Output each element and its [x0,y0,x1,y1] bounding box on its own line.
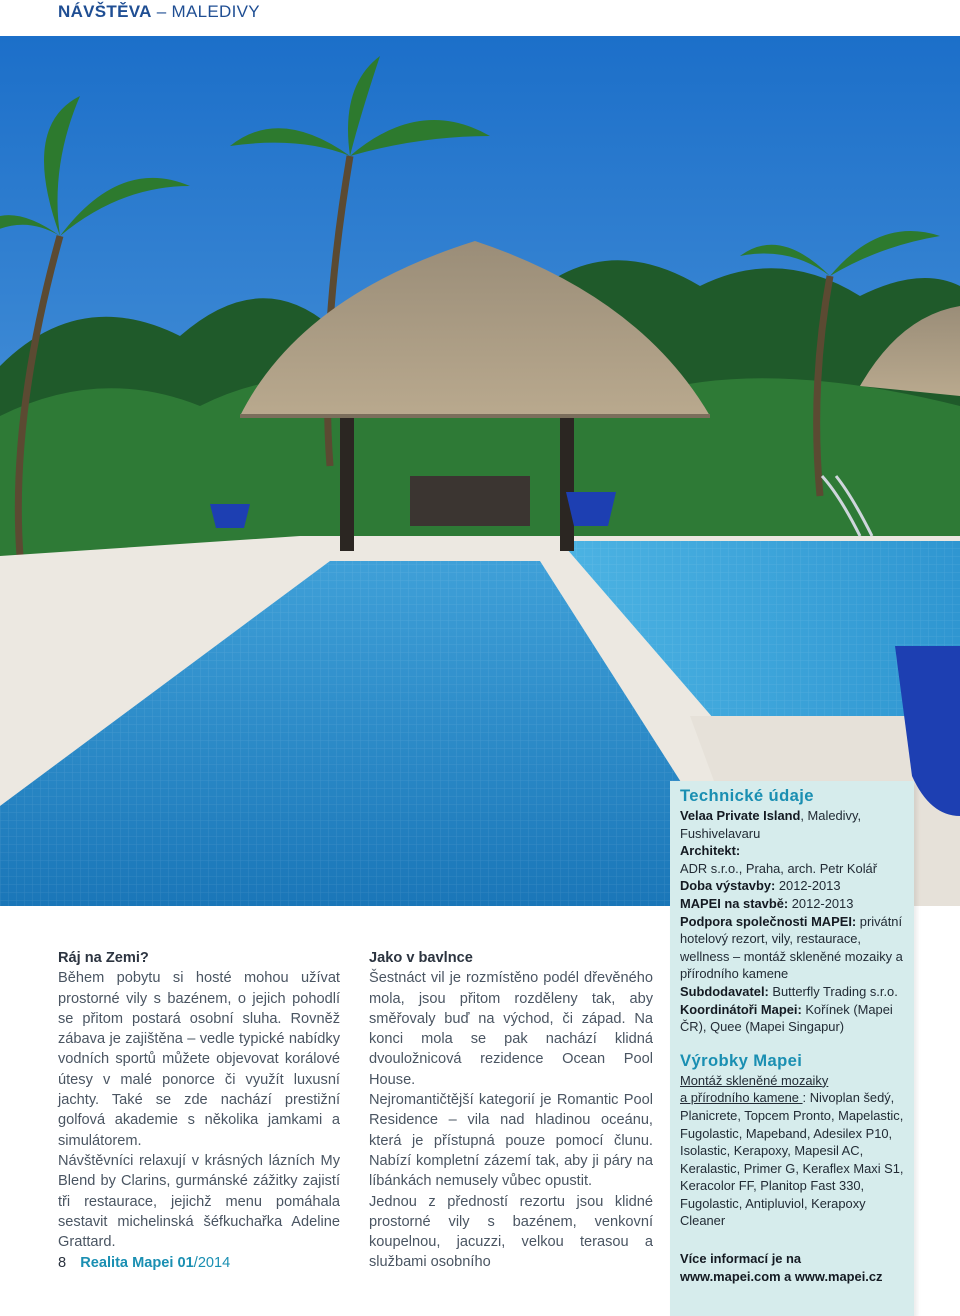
project-name: Velaa Private Island [680,808,801,823]
page-number: 8 [58,1255,67,1271]
mapei-value: 2012-2013 [788,895,854,911]
middle-column [369,948,653,1273]
support-label: Podpora společnosti MAPEI: [680,913,857,929]
tech-title: Technické údaje [680,786,814,805]
products-list: : Nivoplan šedý, Planicrete, Topcem Pronto, Mapelastic, Fugolastic, Mapeband, Adesilex P10, Isolastic, Kerapoxy, Mapesil AC, Keralastic, Primer G, Keraflex Maxi S1, Keracolor FF, Planitop Fast 330, Fugolastic, Antipluviol, Kerapoxy Cleaner [680,1090,904,1229]
left-paragraph-2: Návštěvníci relaxují v krásných lázních My Blend by Clarins, gurmánské zážitky zajistí tři restaurace, jejichž menu pomáhala sestavit michelinská šéfkuchařka Adeline Grattard. [58,1152,340,1251]
sub-value: Butterfly Trading s.r.o. [768,983,898,999]
more-links[interactable]: www.mapei.com a www.mapei.cz [680,1268,883,1284]
sub-label: Subdodavatel: [680,983,769,999]
subcontractor-row [680,983,904,1001]
page-footer [58,1255,230,1271]
pool-photo [0,36,960,906]
build-value: 2012-2013 [775,878,841,894]
coord-label: Koordinátoři Mapei: [680,1001,802,1017]
section-separator: – [151,2,172,21]
more-info [680,1250,904,1285]
mid-paragraph-2: Nejromantičtější kategorií je Romantic Pool Residence – vila nad hladinou oceánu, která je přístupná pouze pomocí člunu. Nabízí kompletní zázemí tak, aby ji páry na líbánkách nemusely vůbec opustit. [369,1092,653,1190]
support-value: privátní hotelový rezort, vily, restaurace, wellness – montáž skleněné mozaiky a přírodního kamene [680,913,903,982]
mid-heading: Jako v bavlnce [369,950,473,966]
left-paragraph-1: Během pobytu si hosté mohou užívat prostorné vily s bazénem, o jejich pohodlí se přitom postará osobní sluha. Rovněž zábava je zajištěna – vedle typické nabídky vodních sportů můžete objevovat korálové útesy v malé ponorce či využít luxusní jachty. Také se zde nachází prestižní golfová akademie s několika jamkami a simulátorem. [58,970,340,1149]
issue-number: 01 [177,1255,194,1271]
products-heading-line-1: Montáž skleněné mozaiky [680,1072,829,1088]
section-subtitle: MALEDIVY [171,2,260,21]
coordinators-row [680,1001,904,1036]
left-heading: Ráj na Zemi? [58,950,149,966]
section-name: NÁVŠTĚVA [58,2,152,21]
products-row [680,1072,904,1230]
mapei-row [680,895,904,913]
architect-value: ADR s.r.o., Praha, arch. Petr Kolář [680,860,878,876]
technical-data-box [670,781,914,1316]
coord-value: Kořínek (Mapei ČR), Quee (Mapei Singapur) [680,1001,893,1035]
issue-year: /2014 [193,1255,231,1271]
build-row [680,877,904,895]
products-heading-line-2: a přírodního kamene [680,1090,803,1106]
architect-label: Architekt: [680,843,741,859]
mapei-label: MAPEI na stavbě: [680,895,789,911]
project-location: , Maledivy, Fushivelavaru [680,808,862,841]
magazine-name: Realita Mapei [80,1255,174,1271]
mid-paragraph-3: Jednou z předností rezortu jsou klidné prostorné vily s bazénem, venkovní koupelnou, jacuzzi, velkou terasou a službami osobního [369,1193,653,1271]
products-title: Výrobky Mapei [680,1050,803,1070]
section-header [58,2,260,22]
project-row [680,807,904,842]
support-row [680,913,904,983]
more-label: Více informací je na [680,1251,802,1267]
left-column [58,948,340,1252]
build-label: Doba výstavby: [680,878,776,894]
mid-paragraph-1: Šestnáct vil je rozmístěno podél dřevěného mola, jsou přitom rozděleny tak, aby směřovaly buď na východ, či západ. Na konci mola se pak nachází klidná dvouložnicová rezidence Ocean Pool House. [369,970,653,1088]
architect-row [680,842,904,877]
